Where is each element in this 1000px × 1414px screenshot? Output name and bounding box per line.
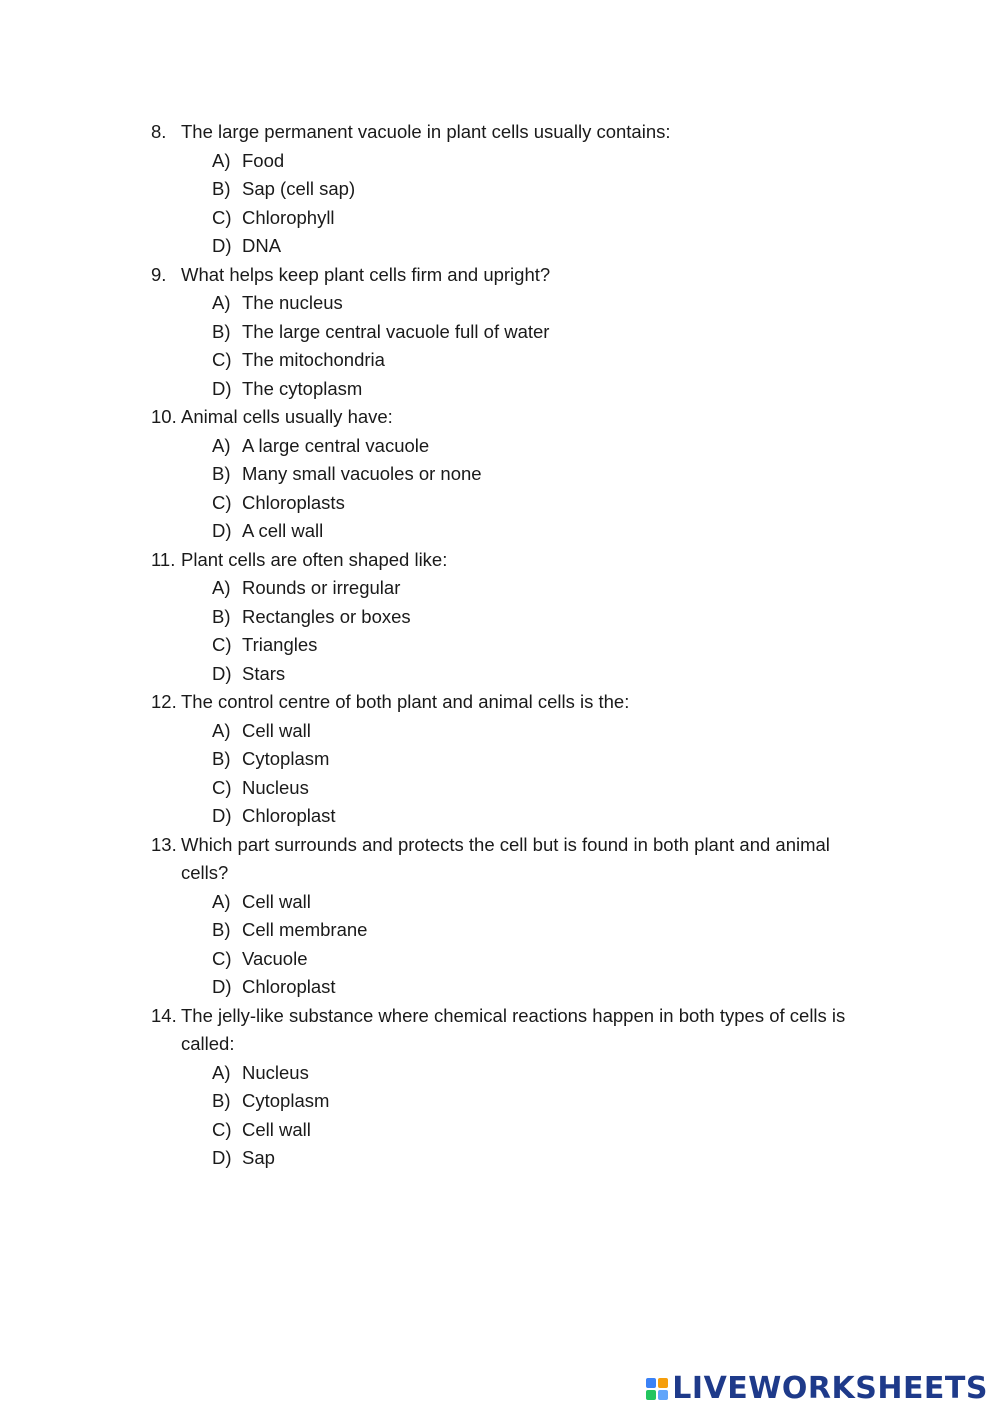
option-a[interactable] [212, 1059, 1000, 1088]
option-b[interactable] [212, 318, 1000, 347]
option-letter: A) [212, 149, 231, 171]
option-b[interactable] [212, 916, 1000, 945]
option-letter: B) [212, 1090, 231, 1111]
question-9 [0, 261, 1000, 404]
question-stem [151, 261, 876, 290]
question-text: Which part surrounds and protects the cell but is found in both plant and animal cells? [181, 833, 830, 883]
option-letter: D) [212, 377, 232, 399]
option-letter: B) [212, 748, 231, 769]
question-text: The control centre of both plant and animal cells is the: [181, 691, 630, 712]
option-letter: D) [212, 235, 232, 256]
option-text: Cell wall [242, 890, 311, 912]
option-b[interactable] [212, 603, 1000, 632]
option-text: Nucleus [242, 1061, 309, 1083]
option-text: Cytoplasm [242, 1090, 330, 1111]
option-letter: D) [212, 1147, 232, 1168]
option-a[interactable] [212, 717, 1000, 746]
option-text: Sap [242, 1147, 275, 1168]
option-text: Chloroplast [242, 976, 336, 997]
option-b[interactable] [212, 1087, 1000, 1116]
brand-wordmark: LIVEWORKSHEETS [672, 1371, 988, 1406]
liveworksheets-branding [646, 1371, 988, 1406]
option-c[interactable] [212, 489, 1000, 518]
option-letter: C) [212, 349, 232, 370]
question-stem [151, 546, 876, 575]
option-letter: B) [212, 463, 231, 484]
option-letter: C) [212, 491, 232, 513]
option-text: Cell membrane [242, 919, 368, 940]
question-number: 14. [151, 1004, 177, 1026]
option-letter: C) [212, 634, 232, 655]
logo-square [658, 1378, 668, 1388]
option-letter: B) [212, 178, 231, 199]
option-a[interactable] [212, 289, 1000, 318]
option-letter: B) [212, 605, 231, 627]
question-stem [151, 688, 876, 717]
question-stem [151, 831, 876, 888]
option-d[interactable] [212, 1144, 1000, 1173]
option-letter: B) [212, 919, 231, 940]
question-number: 8. [151, 121, 167, 142]
option-text: Rectangles or boxes [242, 605, 411, 627]
question-13 [0, 831, 1000, 1002]
option-letter: D) [212, 805, 232, 826]
question-stem [151, 1002, 876, 1059]
option-c[interactable] [212, 204, 1000, 233]
option-text: Cell wall [242, 719, 311, 741]
question-text: Plant cells are often shaped like: [181, 548, 448, 570]
option-letter: A) [212, 719, 231, 741]
option-text: Rounds or irregular [242, 577, 401, 598]
option-text: Chloroplasts [242, 491, 345, 513]
logo-square [646, 1390, 656, 1400]
option-a[interactable] [212, 888, 1000, 917]
option-d[interactable] [212, 232, 1000, 261]
option-c[interactable] [212, 774, 1000, 803]
question-text: What helps keep plant cells firm and upright? [181, 263, 551, 285]
option-letter: C) [212, 1118, 232, 1140]
option-d[interactable] [212, 660, 1000, 689]
question-number: 10. [151, 406, 177, 427]
option-a[interactable] [212, 147, 1000, 176]
logo-square [658, 1390, 668, 1400]
question-8 [0, 118, 1000, 261]
question-14 [0, 1002, 1000, 1173]
option-letter: C) [212, 947, 232, 969]
question-text: Animal cells usually have: [181, 406, 393, 427]
question-10 [0, 403, 1000, 546]
option-a[interactable] [212, 432, 1000, 461]
option-d[interactable] [212, 802, 1000, 831]
option-letter: C) [212, 206, 232, 228]
option-d[interactable] [212, 375, 1000, 404]
option-text: Triangles [242, 634, 318, 655]
option-text: Food [242, 149, 285, 171]
option-text: The nucleus [242, 292, 343, 313]
option-letter: A) [212, 890, 231, 912]
option-text: Many small vacuoles or none [242, 463, 482, 484]
option-c[interactable] [212, 631, 1000, 660]
option-d[interactable] [212, 517, 1000, 546]
worksheet-questions [0, 118, 1000, 1173]
option-text: Cell wall [242, 1118, 311, 1140]
option-text: The mitochondria [242, 349, 385, 370]
question-number: 11. [151, 548, 176, 570]
question-number: 12. [151, 691, 177, 712]
question-text: The large permanent vacuole in plant cells usually contains: [181, 121, 671, 142]
question-number: 9. [151, 263, 167, 285]
option-text: DNA [242, 235, 282, 256]
liveworksheets-logo-icon [646, 1378, 668, 1400]
option-c[interactable] [212, 1116, 1000, 1145]
option-b[interactable] [212, 175, 1000, 204]
option-letter: A) [212, 577, 231, 598]
option-b[interactable] [212, 745, 1000, 774]
option-a[interactable] [212, 574, 1000, 603]
option-letter: A) [212, 1061, 231, 1083]
option-text: A cell wall [242, 520, 324, 541]
option-letter: C) [212, 776, 232, 798]
option-letter: A) [212, 434, 231, 456]
question-12 [0, 688, 1000, 831]
option-text: Nucleus [242, 776, 309, 798]
option-text: Chloroplast [242, 805, 336, 826]
option-letter: D) [212, 976, 232, 997]
option-text: Chlorophyll [242, 206, 335, 228]
option-text: Cytoplasm [242, 748, 330, 769]
option-letter: B) [212, 320, 231, 342]
option-c[interactable] [212, 346, 1000, 375]
option-text: The cytoplasm [242, 377, 363, 399]
question-11 [0, 546, 1000, 689]
option-text: A large central vacuole [242, 434, 430, 456]
question-number: 13. [151, 833, 177, 855]
option-letter: D) [212, 662, 232, 684]
option-text: Stars [242, 662, 286, 684]
option-text: Vacuole [242, 947, 308, 969]
option-letter: A) [212, 292, 231, 313]
question-text: The jelly-like substance where chemical reactions happen in both types of cells is called: [181, 1004, 846, 1054]
option-c[interactable] [212, 945, 1000, 974]
option-d[interactable] [212, 973, 1000, 1002]
logo-square [646, 1378, 656, 1388]
option-letter: D) [212, 520, 232, 541]
option-b[interactable] [212, 460, 1000, 489]
option-text: Sap (cell sap) [242, 178, 356, 199]
question-stem [151, 403, 876, 432]
option-text: The large central vacuole full of water [242, 320, 550, 342]
question-stem [151, 118, 876, 147]
